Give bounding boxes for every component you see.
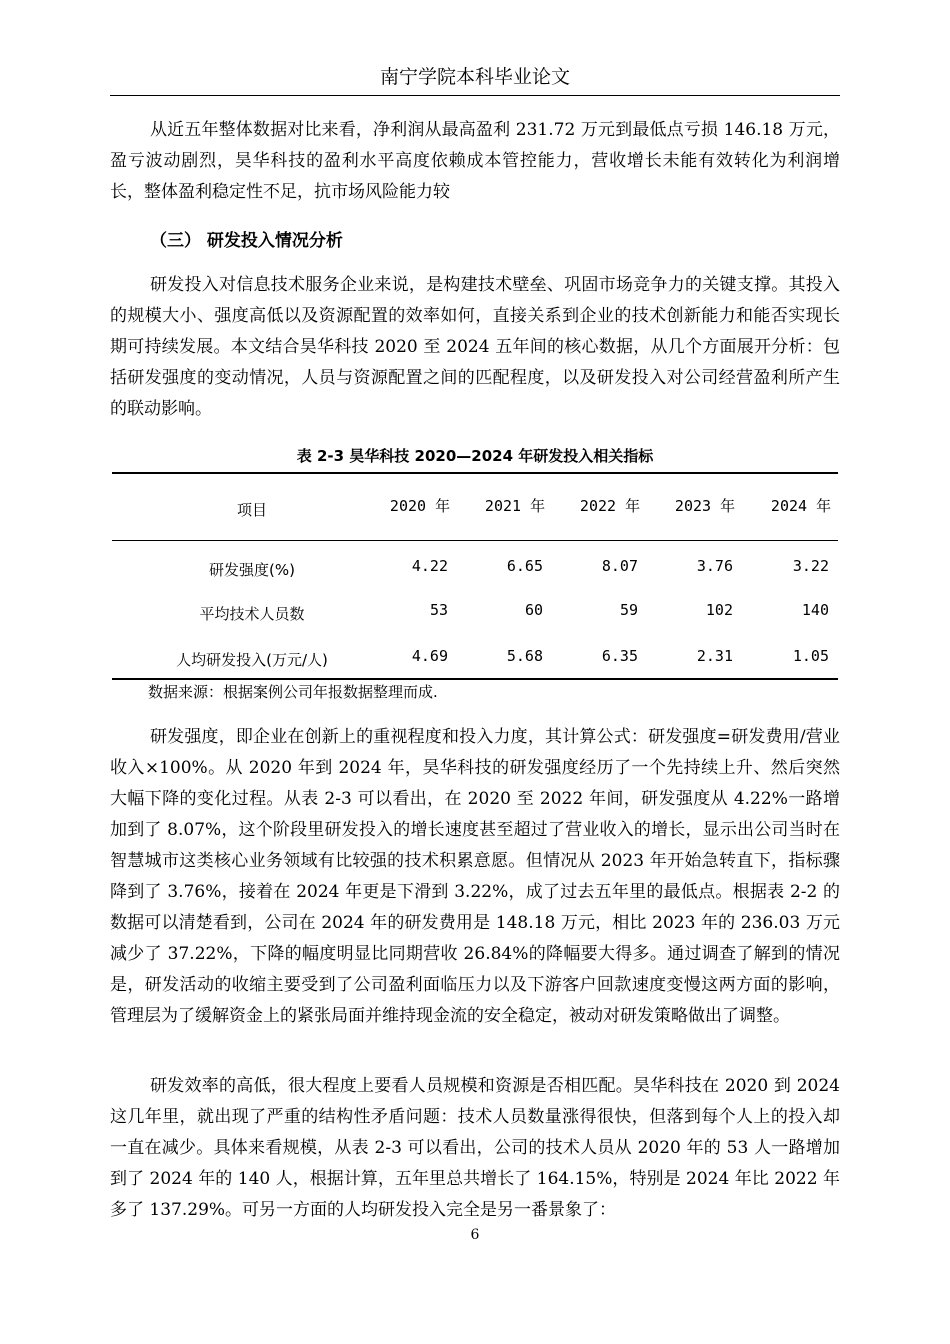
table-cell: 59 <box>619 601 638 619</box>
table-header-item: 项目 <box>236 501 267 519</box>
table-cell: 53 <box>429 601 448 619</box>
paragraph-rd-intensity: 研发强度，即企业在创新上的重视程度和投入力度，其计算公式：研发强度=研发费用/营业收入×100%。从 2020 年到 2024 年，昊华科技的研发强度经历了一个先持续上升、然后突然大幅下降的变化过程。从表 2-3 可以看出，在 2020 至 2022 年间，研发强度从 4.22%一路增加到了 8.07%，这个阶段里研发投入的增长速度甚至超过了营业收入的增长，显示出公司当时在智慧城市这类核心业务领域有比较强的技术积累意愿。但情况从 2023 年开始急转直下，指标骤降到了 3.76%，接着在 2024 年更是下滑到 3.22%，成了过去五年里的最低点。根据表 2-2 的数据可以清楚看到，公司在 2024 年的研发费用是 148.18 万元，相比 2023 年的 236.03 万元减少了 37.22%，下降的幅度明显比同期营收 26.84%的降幅要大得多。通过调查了解到的情况是，研发活动的收缩主要受到了公司盈利面临压力以及下游客户回款速度变慢这两方面的影响，管理层为了缓解资金上的紧张局面并维持现金流的安全稳定，被动对研发策略做出了调整。 <box>110 727 840 1026</box>
table-row-label: 平均技术人员数 <box>199 605 305 623</box>
table-cell: 102 <box>705 601 733 619</box>
table-cell: 1.05 <box>792 647 829 665</box>
paragraph-rd-efficiency: 研发效率的高低，很大程度上要看人员规模和资源是否相匹配。昊华科技在 2020 到 2024 这几年里，就出现了严重的结构性矛盾问题：技术人员数量涨得很快，但落到每个人上的投入却一直在减少。具体来看规模，从表 2-3 可以看出，公司的技术人员从 2020 年的 53 人一路增加到了 2024 年的 140 人，根据计算，五年里总共增长了 164.15%，特别是 2024 年比 2022 年多了 137.29%。可另一方面的人均研发投入完全是另一番景象了： <box>110 1076 840 1220</box>
table-bottom-rule <box>112 678 838 680</box>
table-cell: 5.68 <box>506 647 543 665</box>
table-header-year: 2020 年 <box>389 497 451 515</box>
page-number: 6 <box>470 1227 480 1243</box>
table-header-year: 2024 年 <box>770 497 832 515</box>
table-cell: 6.35 <box>601 647 638 665</box>
table-cell: 3.76 <box>696 557 733 575</box>
table-row-label: 研发强度(%) <box>209 561 295 579</box>
table-cell: 8.07 <box>601 557 638 575</box>
table-header-rule <box>112 540 838 541</box>
paragraph-rd-intro: 研发投入对信息技术服务企业来说，是构建技术壁垒、巩固市场竞争力的关键支撑。其投入的规模大小、强度高低以及资源配置的效率如何，直接关系到企业的技术创新能力和能否实现长期可持续发展。本文结合昊华科技 2020 至 2024 五年间的核心数据，从几个方面展开分析：包括研发强度的变动情况，人员与资源配置之间的匹配程度，以及研发投入对公司经营盈利所产生的联动影响。 <box>110 275 840 419</box>
section-heading: （三） 研发投入情况分析 <box>150 231 343 251</box>
table-cell: 140 <box>801 601 829 619</box>
table-cell: 4.22 <box>411 557 448 575</box>
paragraph-profit-summary: 从近五年整体数据对比来看，净利润从最高盈利 231.72 万元到最低点亏损 146.18 万元，盈亏波动剧烈，昊华科技的盈利水平高度依赖成本管控能力，营收增长未能有效转化为利润增长，整体盈利稳定性不足，抗市场风险能力较 <box>110 120 840 202</box>
table-top-rule <box>112 472 838 474</box>
running-header: 南宁学院本科毕业论文 <box>379 66 570 88</box>
table-cell: 6.65 <box>506 557 543 575</box>
header-rule <box>110 95 840 96</box>
table-cell: 4.69 <box>411 647 448 665</box>
table-header-year: 2021 年 <box>484 497 546 515</box>
table-source-note: 数据来源：根据案例公司年报数据整理而成. <box>148 683 438 701</box>
table-caption: 表 2-3 昊华科技 2020—2024 年研发投入相关指标 <box>296 447 654 465</box>
table-row-label: 人均研发投入(万元/人) <box>176 651 328 669</box>
table-cell: 2.31 <box>696 647 733 665</box>
table-cell: 60 <box>524 601 543 619</box>
table-header-year: 2023 年 <box>674 497 736 515</box>
table-cell: 3.22 <box>792 557 829 575</box>
table-header-year: 2022 年 <box>579 497 641 515</box>
